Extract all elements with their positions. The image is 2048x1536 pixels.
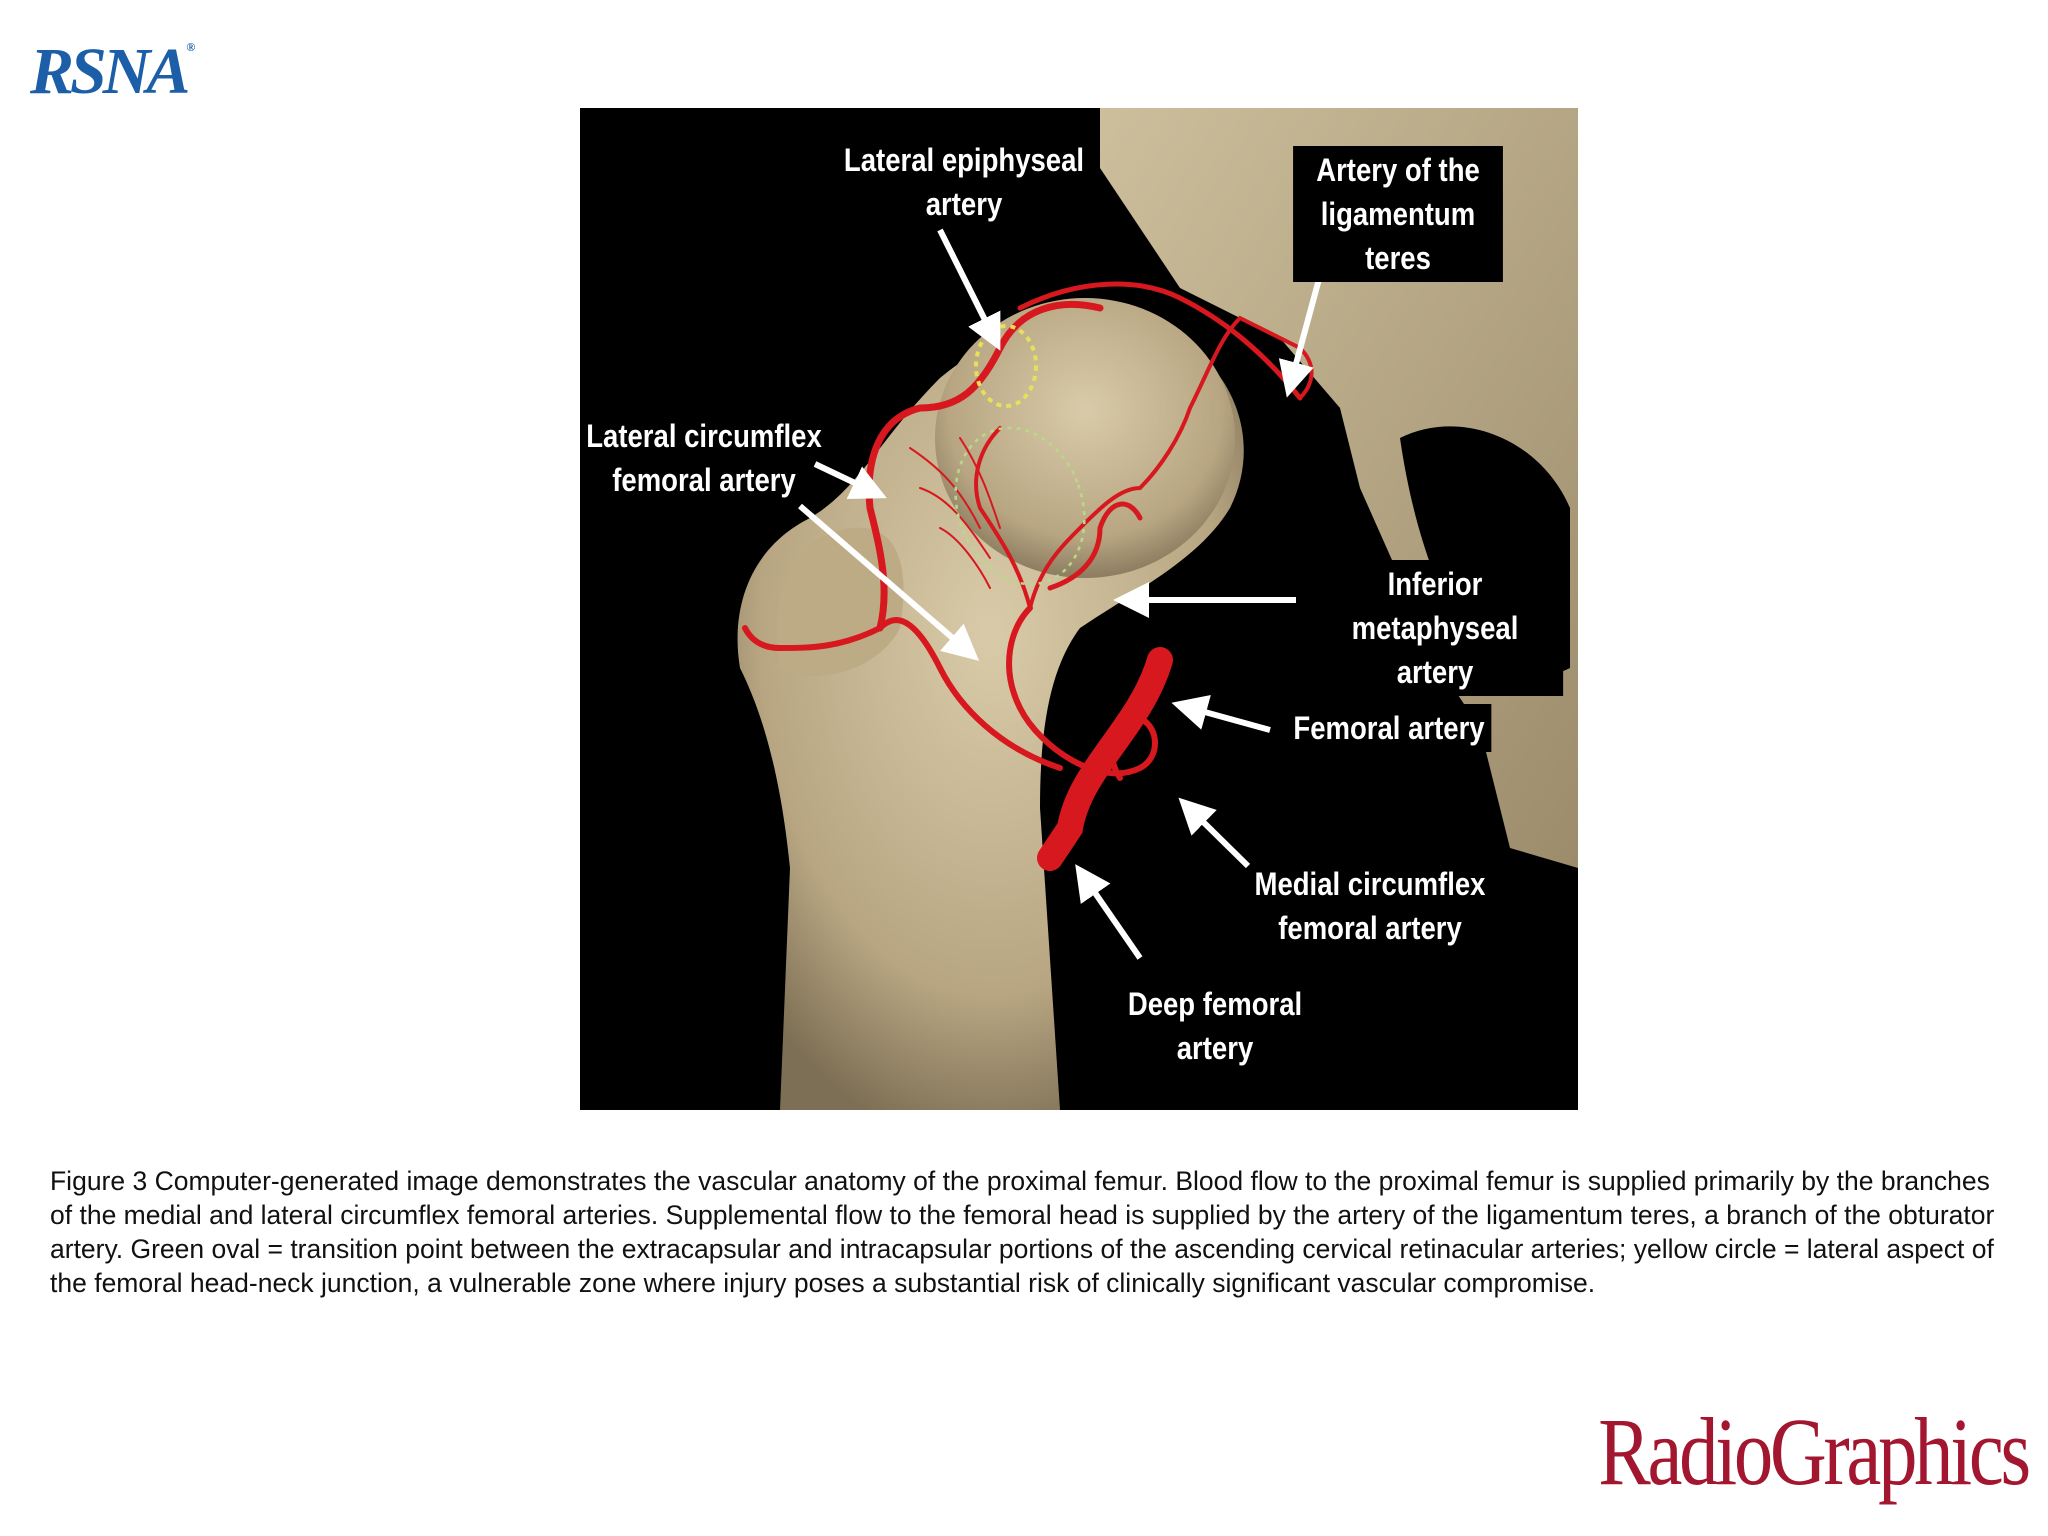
label-artery-ligamentum-teres: Artery of the ligamentum teres [1293, 146, 1503, 282]
label-inferior-metaphyseal-artery: Inferior metaphyseal artery [1307, 560, 1563, 696]
label-lateral-epiphyseal-artery: Lateral epiphyseal artery [843, 142, 1085, 222]
arrow-lateral-epiphyseal [940, 230, 995, 340]
arrow-medial-circumflex [1187, 806, 1248, 866]
femoral-head [935, 298, 1235, 578]
arrow-femoral [1183, 706, 1270, 730]
figure-caption: Figure 3 Computer-generated image demonstrates the vascular anatomy of the proximal femur. Blood flow to the proximal femur is supplied primarily by the branches of the medial and lateral circumflex femoral arteries. Supplemental flow to the femoral head is supplied by the artery of the ligamentum teres, a branch of the obturator artery. Green oval = transition point between the extracapsular and intracapsular portions of the ascending cervical retinacular arteries; yellow circle = lateral aspect of the femoral head-neck junction, a vulnerable zone where injury poses a substantial risk of clinically significant vascular compromise. [50, 1166, 1995, 1298]
label-lateral-circumflex-femoral-artery: Lateral circumflex femoral artery [586, 418, 822, 498]
label-deep-femoral-artery: Deep femoral artery [1127, 986, 1303, 1066]
femur-vascular-anatomy-figure [580, 108, 1578, 1110]
label-femoral-artery: Femoral artery [1287, 704, 1492, 752]
radiographics-logo: RadioGraphics [1598, 1398, 2028, 1505]
rsna-logo: RSNA® [30, 35, 196, 108]
arrow-deep-femoral [1082, 874, 1140, 958]
label-medial-circumflex-femoral-artery: Medial circumflex femoral artery [1254, 866, 1486, 946]
